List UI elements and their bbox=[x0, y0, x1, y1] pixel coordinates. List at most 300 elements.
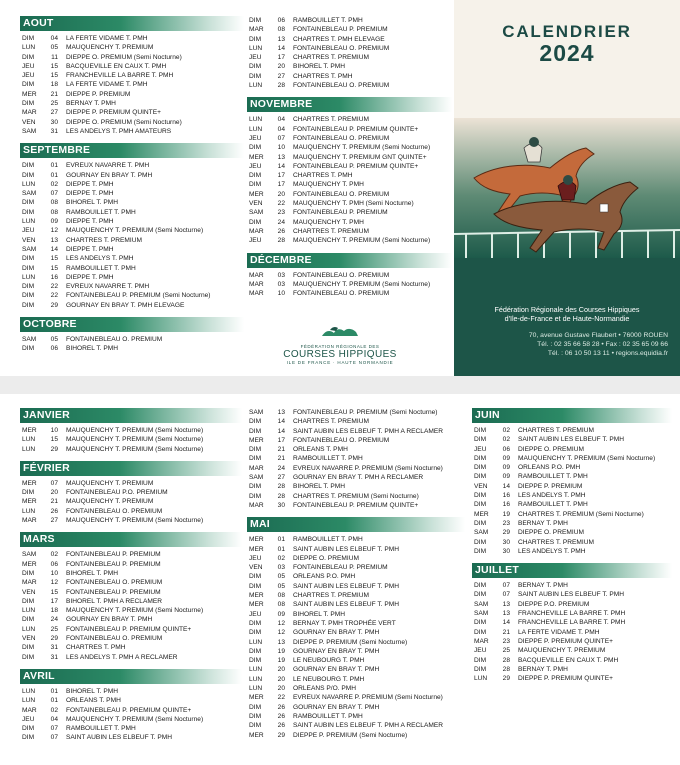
race-row bbox=[20, 706, 242, 715]
race-date: 10 bbox=[277, 290, 285, 298]
race-date: 07 bbox=[50, 479, 58, 487]
race-day: LUN bbox=[22, 273, 36, 281]
race-date: 11 bbox=[51, 53, 58, 61]
horses-logo-icon bbox=[320, 324, 360, 338]
race-row bbox=[247, 473, 465, 482]
race-row bbox=[247, 16, 452, 25]
race-day: MER bbox=[22, 90, 37, 98]
race-row bbox=[20, 588, 242, 597]
race-row bbox=[247, 712, 465, 721]
race-day: SAM bbox=[249, 209, 264, 217]
race-venue: FONTAINEBLEAU P.O. PREMIUM bbox=[66, 489, 168, 497]
race-day: VEN bbox=[22, 236, 36, 244]
race-date: 17 bbox=[277, 54, 285, 62]
race-date: 07 bbox=[50, 725, 58, 733]
race-date: 01 bbox=[50, 162, 58, 170]
race-venue: MAUQUENCHY T. PREMIUM (Semi Nocturne) bbox=[66, 715, 204, 723]
race-row bbox=[20, 80, 244, 89]
race-row bbox=[20, 550, 242, 559]
race-date: 06 bbox=[277, 17, 285, 24]
column-bottom-left bbox=[20, 408, 242, 750]
race-date: 27 bbox=[50, 517, 58, 525]
race-venue: SAINT AUBIN LES ELBEUF T. PMH bbox=[66, 734, 173, 742]
race-venue: LA FERTE VIDAME T. PMH bbox=[66, 35, 148, 42]
race-row bbox=[247, 81, 452, 90]
race-date: 14 bbox=[277, 44, 285, 52]
race-day: MAR bbox=[22, 517, 37, 525]
race-venue: CHARTRES T. PREMIUM (Semi Nocturne) bbox=[518, 510, 644, 518]
race-day: MER bbox=[474, 510, 489, 518]
race-venue: DIEPPE T. PMH bbox=[66, 180, 114, 188]
race-row bbox=[247, 436, 465, 445]
race-day: LUN bbox=[249, 685, 263, 693]
race-date: 13 bbox=[502, 600, 510, 608]
race-venue: CHARTRES T. PREMIUM bbox=[293, 592, 369, 600]
race-day: DIM bbox=[249, 703, 262, 711]
race-row bbox=[20, 161, 244, 170]
race-date: 20 bbox=[277, 675, 285, 683]
race-venue: FONTAINEBLEAU O. PREMIUM bbox=[293, 271, 390, 279]
race-venue: SAINT AUBIN LES ELBEUF T. PMH bbox=[293, 545, 400, 553]
race-venue: MAUQUENCHY T. PREMIUM bbox=[66, 44, 154, 52]
race-venue: RAMBOUILLET T. PMH bbox=[293, 536, 363, 544]
race-venue: MAUQUENCHY T. PREMIUM bbox=[66, 479, 154, 487]
race-row bbox=[472, 519, 672, 528]
race-date: 07 bbox=[50, 734, 58, 742]
race-row bbox=[20, 516, 242, 525]
race-day: DIM bbox=[22, 597, 35, 605]
month-header: JANVIER bbox=[20, 408, 242, 423]
race-date: 28 bbox=[502, 665, 510, 673]
race-date: 26 bbox=[277, 712, 285, 720]
race-venue: BERNAY T. PMH bbox=[518, 665, 568, 673]
race-row bbox=[247, 427, 465, 436]
race-row bbox=[247, 115, 452, 124]
race-venue: LA FERTE VIDAME T. PMH bbox=[66, 81, 148, 89]
racing-horses-illustration bbox=[454, 118, 680, 258]
race-day: LUN bbox=[22, 436, 36, 444]
race-row bbox=[20, 344, 244, 353]
race-row bbox=[472, 628, 672, 637]
race-venue: BIHOREL T. PMH bbox=[66, 569, 119, 577]
race-row bbox=[472, 656, 672, 665]
race-venue: DIEPPE O. PREMIUM (Semi Nocturne) bbox=[66, 118, 182, 126]
race-row bbox=[247, 703, 465, 712]
race-day: DIM bbox=[249, 657, 262, 665]
race-row bbox=[247, 25, 452, 34]
race-day: MER bbox=[22, 479, 37, 487]
race-day: JEU bbox=[249, 610, 262, 618]
race-row bbox=[247, 143, 452, 152]
race-day: DIM bbox=[249, 427, 262, 435]
race-venue: FONTAINEBLEAU O. PREMIUM bbox=[66, 507, 163, 515]
race-row bbox=[247, 554, 465, 563]
race-date: 13 bbox=[50, 236, 58, 244]
race-venue: FONTAINEBLEAU P. PREMIUM QUINTE+ bbox=[293, 162, 419, 170]
race-venue: MAUQUENCHY T. PMH bbox=[293, 218, 364, 226]
race-row bbox=[20, 99, 244, 108]
race-row bbox=[247, 721, 465, 730]
race-row bbox=[20, 435, 242, 444]
race-day: DIM bbox=[474, 547, 487, 555]
month-section bbox=[472, 563, 672, 683]
race-row bbox=[472, 674, 672, 683]
race-row bbox=[247, 35, 452, 44]
race-row bbox=[20, 127, 244, 136]
race-day: LUN bbox=[22, 697, 36, 705]
race-date: 22 bbox=[50, 283, 58, 291]
race-date: 06 bbox=[50, 560, 58, 568]
race-row bbox=[472, 500, 672, 509]
month-section bbox=[247, 517, 465, 740]
race-row bbox=[20, 625, 242, 634]
race-day: DIM bbox=[22, 283, 35, 291]
race-day: DIM bbox=[249, 722, 262, 730]
month-section bbox=[247, 253, 452, 299]
race-date: 14 bbox=[50, 245, 58, 253]
race-date: 16 bbox=[502, 492, 510, 500]
race-venue: GOURNAY EN BRAY T. PMH bbox=[66, 616, 153, 624]
race-day: JEU bbox=[22, 62, 35, 70]
race-row bbox=[20, 597, 242, 606]
race-date: 02 bbox=[502, 436, 510, 444]
race-venue: SAINT AUBIN LES ELBEUF T. PMH A RECLAMER bbox=[293, 722, 443, 730]
race-day: SAM bbox=[474, 610, 489, 618]
race-date: 13 bbox=[277, 409, 285, 416]
race-day: MER bbox=[249, 601, 264, 609]
race-day: VEN bbox=[249, 200, 263, 208]
race-venue: DIEPPE P. PREMIUM bbox=[66, 90, 131, 98]
race-date: 15 bbox=[50, 72, 58, 80]
race-day: DIM bbox=[249, 218, 262, 226]
cover-panel bbox=[454, 0, 680, 376]
race-date: 24 bbox=[277, 218, 285, 226]
race-date: 31 bbox=[50, 644, 58, 652]
race-day: VEN bbox=[22, 118, 36, 126]
race-day: LUN bbox=[22, 687, 36, 695]
race-venue: SAINT AUBIN LES ELBEUF T. PMH bbox=[293, 601, 400, 609]
race-row bbox=[472, 435, 672, 444]
race-row bbox=[247, 693, 465, 702]
month-section bbox=[247, 408, 465, 510]
race-venue: CHARTRES T. PREMIUM bbox=[293, 116, 369, 124]
race-row bbox=[20, 696, 242, 705]
month-section bbox=[247, 16, 452, 90]
race-day: SAM bbox=[474, 600, 489, 608]
race-day: DIM bbox=[474, 492, 487, 500]
race-day: DIM bbox=[474, 628, 487, 636]
race-row bbox=[20, 43, 244, 52]
race-row bbox=[472, 637, 672, 646]
race-venue: RAMBOUILLET T. PMH bbox=[66, 208, 136, 216]
race-day: SAM bbox=[474, 529, 489, 537]
race-day: LUN bbox=[249, 125, 263, 133]
race-row bbox=[20, 426, 242, 435]
race-date: 29 bbox=[50, 301, 58, 309]
race-row bbox=[247, 675, 465, 684]
race-date: 26 bbox=[50, 507, 58, 515]
race-venue: RAMBOUILLET T. PMH bbox=[293, 17, 363, 24]
race-row bbox=[247, 535, 465, 544]
race-venue: MAUQUENCHY T. PMH (Semi Nocturne) bbox=[293, 200, 414, 208]
race-date: 27 bbox=[277, 72, 285, 80]
race-venue: RAMBOUILLET T. PMH bbox=[293, 455, 363, 463]
race-date: 23 bbox=[277, 209, 285, 217]
race-date: 21 bbox=[50, 90, 58, 98]
race-row bbox=[20, 615, 242, 624]
race-row bbox=[247, 501, 465, 510]
race-date: 29 bbox=[50, 445, 58, 453]
race-day: DIM bbox=[249, 712, 262, 720]
race-row bbox=[247, 572, 465, 581]
race-row bbox=[247, 227, 452, 236]
race-row bbox=[247, 153, 452, 162]
month-header: AVRIL bbox=[20, 669, 242, 684]
race-day: LUN bbox=[249, 666, 263, 674]
race-date: 24 bbox=[277, 464, 285, 472]
race-day: MER bbox=[249, 545, 264, 553]
race-date: 20 bbox=[277, 666, 285, 674]
race-venue: LES ANDELYS T. PMH A RECLAMER bbox=[66, 653, 178, 661]
race-venue: FONTAINEBLEAU P. PREMIUM QUINTE+ bbox=[293, 501, 419, 509]
race-date: 19 bbox=[502, 510, 510, 518]
race-date: 25 bbox=[50, 625, 58, 633]
race-venue: FRANCHEVILLE LA BARRE T. PMH bbox=[518, 619, 626, 627]
race-date: 06 bbox=[502, 445, 510, 453]
race-day: SAM bbox=[22, 245, 37, 253]
race-row bbox=[472, 528, 672, 537]
race-day: DIM bbox=[474, 454, 487, 462]
race-venue: GOURNAY EN BRAY T. PMH bbox=[293, 666, 380, 674]
race-date: 07 bbox=[277, 134, 285, 142]
race-date: 27 bbox=[277, 474, 285, 482]
race-day: DIM bbox=[474, 436, 487, 444]
logo-small-text: FÉDÉRATION RÉGIONALE DES bbox=[300, 344, 380, 349]
race-venue: FONTAINEBLEAU O. PREMIUM bbox=[66, 635, 163, 643]
race-venue: BERNAY T. PMH bbox=[518, 519, 568, 527]
race-day: JEU bbox=[249, 554, 262, 562]
race-day: DIM bbox=[249, 573, 262, 581]
race-row bbox=[20, 217, 244, 226]
race-day: DIM bbox=[22, 653, 35, 661]
race-date: 08 bbox=[50, 199, 58, 207]
race-day: DIM bbox=[22, 734, 35, 742]
race-venue: MAUQUENCHY T. PREMIUM (Semi Nocturne) bbox=[66, 227, 204, 235]
race-day: DIM bbox=[474, 501, 487, 509]
race-row bbox=[247, 271, 452, 280]
month-section bbox=[20, 461, 242, 525]
race-day: MAR bbox=[249, 271, 264, 279]
race-venue: BERNAY T. PMH bbox=[66, 100, 116, 108]
race-date: 12 bbox=[50, 227, 58, 235]
race-date: 22 bbox=[50, 292, 58, 300]
race-venue: BIHOREL T. PMH bbox=[66, 345, 119, 353]
race-row bbox=[247, 482, 465, 491]
month-header: SEPTEMBRE bbox=[20, 143, 244, 158]
race-day: LUN bbox=[22, 218, 36, 226]
race-venue: LES ANDELYS T. PMH bbox=[66, 255, 134, 263]
race-day: MER bbox=[22, 427, 37, 434]
race-day: DIM bbox=[22, 345, 35, 353]
race-date: 02 bbox=[50, 551, 58, 559]
race-row bbox=[247, 199, 452, 208]
race-row bbox=[20, 445, 242, 454]
race-day: DIM bbox=[474, 582, 487, 590]
race-date: 04 bbox=[277, 125, 285, 133]
race-venue: RAMBOUILLET T. PMH bbox=[66, 264, 136, 272]
race-venue: LES ANDELYS T. PMH bbox=[518, 547, 586, 555]
race-date: 07 bbox=[50, 190, 58, 198]
race-day: MER bbox=[249, 536, 264, 544]
race-day: DIM bbox=[474, 538, 487, 546]
race-day: DIM bbox=[249, 619, 262, 627]
race-day: MAR bbox=[474, 637, 489, 645]
race-venue: EVREUX NAVARRE P. PREMIUM (Semi Nocturne) bbox=[293, 694, 443, 702]
race-row bbox=[20, 236, 244, 245]
race-row bbox=[472, 646, 672, 655]
race-day: DIM bbox=[22, 264, 35, 272]
race-day: DIM bbox=[22, 199, 35, 207]
race-day: JEU bbox=[249, 162, 262, 170]
race-date: 08 bbox=[50, 208, 58, 216]
race-venue: CHARTRES T. PREMIUM bbox=[293, 418, 369, 426]
race-row bbox=[20, 282, 244, 291]
race-venue: FONTAINEBLEAU P. PREMIUM QUINTE+ bbox=[66, 625, 192, 633]
race-venue: LES ANDELYS T. PMH AMATEURS bbox=[66, 127, 172, 135]
race-row bbox=[247, 236, 452, 245]
logo-title: COURSES HIPPIQUES bbox=[283, 349, 397, 360]
race-date: 29 bbox=[502, 675, 510, 683]
race-date: 14 bbox=[502, 482, 510, 490]
month-header: MAI bbox=[247, 517, 465, 532]
race-day: DIM bbox=[249, 455, 262, 463]
race-day: DIM bbox=[22, 35, 35, 42]
race-row bbox=[20, 245, 244, 254]
race-day: DIM bbox=[22, 53, 35, 61]
race-date: 15 bbox=[50, 62, 58, 70]
race-row bbox=[247, 44, 452, 53]
race-venue: EVREUX NAVARRE T. PMH bbox=[66, 162, 150, 170]
race-day: DIM bbox=[474, 656, 487, 664]
race-venue: DIEPPE T. PMH bbox=[66, 190, 114, 198]
race-venue: FONTAINEBLEAU P. PREMIUM (Semi Nocturne) bbox=[293, 409, 438, 416]
race-row bbox=[247, 280, 452, 289]
race-date: 01 bbox=[277, 545, 285, 553]
race-row bbox=[247, 638, 465, 647]
race-row bbox=[247, 563, 465, 572]
race-row bbox=[20, 643, 242, 652]
race-day: MAR bbox=[249, 26, 264, 34]
race-day: LUN bbox=[249, 44, 263, 52]
race-row bbox=[472, 463, 672, 472]
race-venue: RAMBOUILLET T. PMH bbox=[518, 501, 588, 509]
month-header: MARS bbox=[20, 532, 242, 547]
race-venue: EVREUX NAVARRE P. PREMIUM (Semi Nocturne) bbox=[293, 464, 443, 472]
race-venue: ORLEANS T. PMH bbox=[293, 446, 348, 454]
cover-year: 2024 bbox=[539, 40, 595, 66]
race-day: VEN bbox=[22, 588, 36, 596]
race-venue: GOURNAY EN BRAY T. PMH bbox=[293, 703, 380, 711]
race-date: 20 bbox=[277, 685, 285, 693]
race-row bbox=[20, 180, 244, 189]
race-venue: FRANCHEVILLE LA BARRE T. PMH bbox=[66, 72, 174, 80]
race-row bbox=[20, 226, 244, 235]
race-venue: CHARTRES T. PREMIUM bbox=[518, 427, 594, 434]
column-top-middle bbox=[247, 16, 452, 305]
month-section bbox=[20, 669, 242, 743]
race-venue: SAINT AUBIN LES ELBEUF T. PMH bbox=[518, 591, 625, 599]
race-day: MER bbox=[249, 436, 264, 444]
race-date: 03 bbox=[277, 564, 285, 572]
race-day: VEN bbox=[22, 635, 36, 643]
race-venue: MAUQUENCHY T. PMH bbox=[293, 181, 364, 189]
race-row bbox=[247, 731, 465, 740]
race-date: 13 bbox=[277, 35, 285, 43]
race-venue: FONTAINEBLEAU O. PREMIUM bbox=[293, 44, 390, 52]
race-row bbox=[247, 656, 465, 665]
month-section bbox=[20, 532, 242, 662]
race-day: SAM bbox=[249, 474, 264, 482]
race-row bbox=[247, 190, 452, 199]
race-row bbox=[20, 479, 242, 488]
race-date: 01 bbox=[50, 697, 58, 705]
month-section bbox=[20, 143, 244, 310]
race-row bbox=[20, 488, 242, 497]
race-day: MER bbox=[249, 731, 264, 739]
race-date: 19 bbox=[277, 657, 285, 665]
race-venue: DIEPPE P. PREMIUM bbox=[518, 482, 583, 490]
race-row bbox=[472, 454, 672, 463]
race-venue: FRANCHEVILLE LA BARRE T. PMH bbox=[518, 610, 626, 618]
race-row bbox=[247, 134, 452, 143]
race-venue: CHARTRES T. PREMIUM bbox=[66, 236, 142, 244]
race-date: 05 bbox=[277, 573, 285, 581]
race-venue: FONTAINEBLEAU O. PREMIUM bbox=[66, 336, 163, 344]
race-date: 30 bbox=[50, 118, 58, 126]
race-venue: CHARTRES T. PMH bbox=[293, 172, 353, 180]
race-venue: BIHOREL T. PMH bbox=[293, 610, 346, 618]
race-venue: DIEPPE O. PREMIUM bbox=[518, 529, 584, 537]
race-day: LUN bbox=[22, 625, 36, 633]
column-top-left bbox=[20, 16, 244, 361]
race-date: 10 bbox=[277, 144, 285, 152]
race-row bbox=[472, 665, 672, 674]
race-day: MAR bbox=[249, 501, 264, 509]
race-row bbox=[472, 618, 672, 627]
race-row bbox=[20, 264, 244, 273]
race-venue: DIEPPE P. PREMIUM QUINTE+ bbox=[66, 109, 161, 117]
race-date: 28 bbox=[277, 237, 285, 245]
race-venue: GOURNAY EN BRAY T. PMH ELEVAGE bbox=[66, 301, 185, 309]
race-venue: MAUQUENCHY T. PREMIUM (Semi Nocturne) bbox=[66, 607, 204, 615]
federation-name-line2: d'Ile-de-France et de Haute-Normandie bbox=[504, 314, 630, 323]
race-day: DIM bbox=[22, 569, 35, 577]
month-header: OCTOBRE bbox=[20, 317, 244, 332]
race-date: 20 bbox=[277, 190, 285, 198]
race-venue: FONTAINEBLEAU P. PREMIUM bbox=[66, 588, 161, 596]
race-date: 08 bbox=[277, 601, 285, 609]
race-venue: DIEPPE O. PREMIUM bbox=[293, 554, 359, 562]
race-date: 26 bbox=[277, 227, 285, 235]
race-row bbox=[20, 653, 242, 662]
race-day: DIM bbox=[249, 17, 262, 24]
race-day: DIM bbox=[22, 81, 35, 89]
race-date: 02 bbox=[50, 180, 58, 188]
race-date: 14 bbox=[502, 619, 510, 627]
race-date: 31 bbox=[50, 653, 58, 661]
race-venue: DIEPPE P. PREMIUM QUINTE+ bbox=[518, 637, 613, 645]
race-date: 28 bbox=[502, 656, 510, 664]
